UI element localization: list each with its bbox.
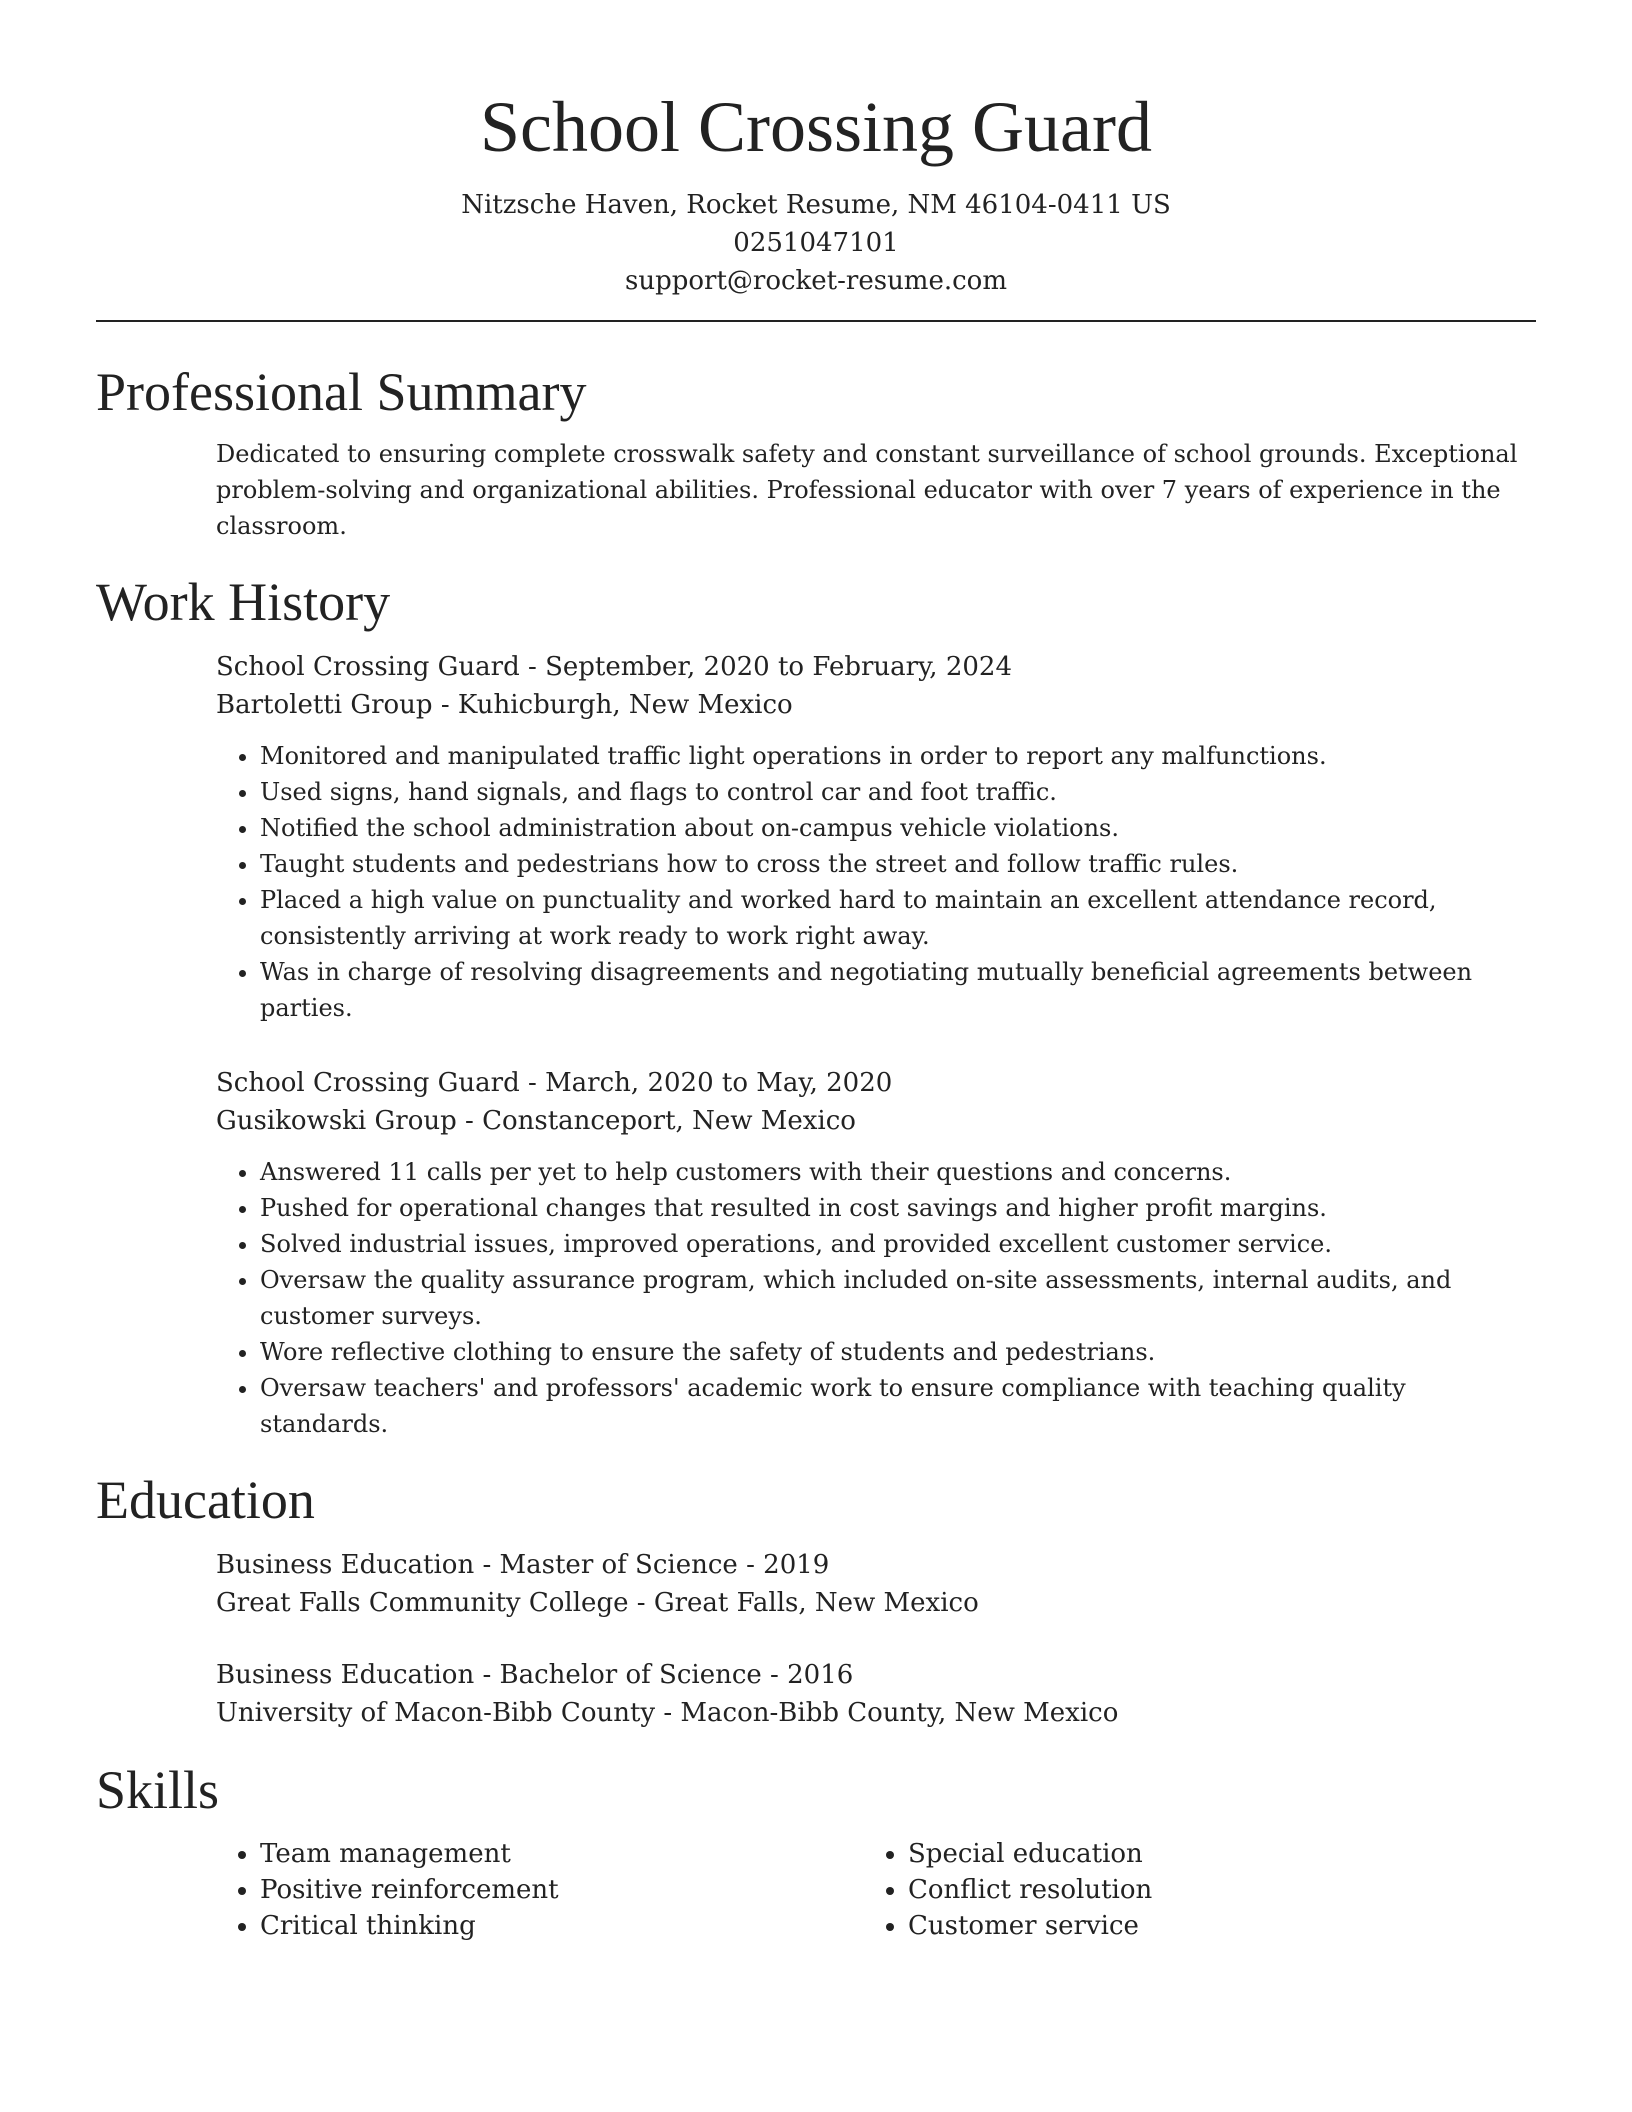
summary-title: Professional Summary: [96, 362, 587, 422]
job-location: Constanceport, New Mexico: [482, 1106, 856, 1136]
job-bullet: • Oversaw teachers' and professors' academic work to ensure compliance with teaching quality standards.: [260, 1370, 1536, 1442]
education-section: [96, 1468, 1536, 1732]
education-school: Great Falls Community College: [216, 1588, 629, 1618]
skills-list-left: [216, 1836, 864, 1944]
job-company: Gusikowski Group: [216, 1106, 457, 1136]
education-location: Great Falls, New Mexico: [653, 1588, 979, 1618]
job-bullet: • Solved industrial issues, improved operations, and provided excellent customer service.: [260, 1226, 1536, 1262]
separator: -: [737, 1550, 764, 1580]
education-degree: Bachelor of Science: [499, 1660, 762, 1690]
education-degree: Master of Science: [499, 1550, 738, 1580]
job-dates: September, 2020 to February, 2024: [545, 652, 1013, 682]
skill-item: • Conflict resolution: [908, 1872, 1512, 1908]
job-company-line: [216, 686, 1536, 724]
education-field: Business Education: [216, 1550, 475, 1580]
skill-item: • Positive reinforcement: [260, 1872, 864, 1908]
resume-name: School Crossing Guard: [480, 87, 1152, 167]
job-entry: [216, 648, 1536, 1026]
education-year: 2019: [763, 1550, 830, 1580]
education-year: 2016: [787, 1660, 854, 1690]
separator: -: [519, 1068, 546, 1098]
job-location: Kuhicburgh, New Mexico: [457, 690, 793, 720]
summary-section: [96, 360, 1536, 544]
skills-section: [96, 1758, 1536, 1944]
separator: -: [761, 1660, 788, 1690]
job-bullet: • Answered 11 calls per yet to help customers with their questions and concerns.: [260, 1154, 1536, 1190]
education-school: University of Macon-Bibb County: [216, 1698, 656, 1728]
skill-item: • Critical thinking: [260, 1908, 864, 1944]
job-dates: March, 2020 to May, 2020: [545, 1068, 893, 1098]
skills-columns: [216, 1836, 1536, 1944]
job-entry: [216, 1064, 1536, 1442]
skill-item: • Customer service: [908, 1908, 1512, 1944]
education-entry: [216, 1546, 1536, 1622]
job-bullets: [216, 738, 1536, 1026]
summary-text: Dedicated to ensuring complete crosswalk safety and constant surveillance of school grounds. Exceptional problem-solving and organizational abilities. Professional educator with over 7 years of experience in the classroom.: [216, 440, 1518, 540]
separator: -: [474, 1550, 500, 1580]
education-school-line: [216, 1584, 1536, 1622]
header-divider: [96, 320, 1536, 322]
skill-item: • Team management: [260, 1836, 864, 1872]
separator: -: [628, 1588, 654, 1618]
resume-page: [96, 0, 1536, 1944]
education-degree-line: [216, 1546, 1536, 1584]
separator: -: [519, 652, 546, 682]
separator: -: [474, 1660, 500, 1690]
job-role: School Crossing Guard: [216, 1068, 520, 1098]
education-entry: [216, 1656, 1536, 1732]
job-company-line: [216, 1102, 1536, 1140]
separator: -: [456, 1106, 483, 1136]
job-bullet: • Pushed for operational changes that resulted in cost savings and higher profit margins.: [260, 1190, 1536, 1226]
contact-address: Nitzsche Haven, Rocket Resume, NM 46104-0411 US: [461, 190, 1171, 220]
education-title: Education: [96, 1470, 315, 1530]
skills-list-right: [864, 1836, 1512, 1944]
work-history-title: Work History: [96, 572, 391, 632]
resume-header: [96, 0, 1536, 322]
skills-title: Skills: [96, 1760, 220, 1820]
contact-email: support@rocket-resume.com: [624, 266, 1007, 296]
separator: -: [432, 690, 458, 720]
job-bullet: • Oversaw the quality assurance program, which included on-site assessments, internal audits, and customer surveys.: [260, 1262, 1536, 1334]
education-location: Macon-Bibb County, New Mexico: [680, 1698, 1119, 1728]
contact-phone: 0251047101: [733, 228, 899, 258]
job-bullet: • Used signs, hand signals, and flags to control car and foot traffic.: [260, 774, 1536, 810]
job-company: Bartoletti Group: [216, 690, 433, 720]
education-field: Business Education: [216, 1660, 475, 1690]
education-school-line: [216, 1694, 1536, 1732]
job-bullet: • Monitored and manipulated traffic light operations in order to report any malfunctions.: [260, 738, 1536, 774]
job-bullet: • Placed a high value on punctuality and worked hard to maintain an excellent attendance record, consistently arriving at work ready to work right away.: [260, 882, 1536, 954]
job-bullet: • Notified the school administration about on-campus vehicle violations.: [260, 810, 1536, 846]
job-bullets: [216, 1154, 1536, 1442]
job-bullet: • Was in charge of resolving disagreements and negotiating mutually beneficial agreements between parties.: [260, 954, 1536, 1026]
education-degree-line: [216, 1656, 1536, 1694]
job-role: School Crossing Guard: [216, 652, 520, 682]
work-history-section: [96, 570, 1536, 1442]
separator: -: [655, 1698, 681, 1728]
job-role-line: [216, 648, 1536, 686]
job-bullet: • Wore reflective clothing to ensure the safety of students and pedestrians.: [260, 1334, 1536, 1370]
job-bullet: • Taught students and pedestrians how to cross the street and follow traffic rules.: [260, 846, 1536, 882]
contact-info: [96, 186, 1536, 300]
skill-item: • Special education: [908, 1836, 1512, 1872]
job-role-line: [216, 1064, 1536, 1102]
